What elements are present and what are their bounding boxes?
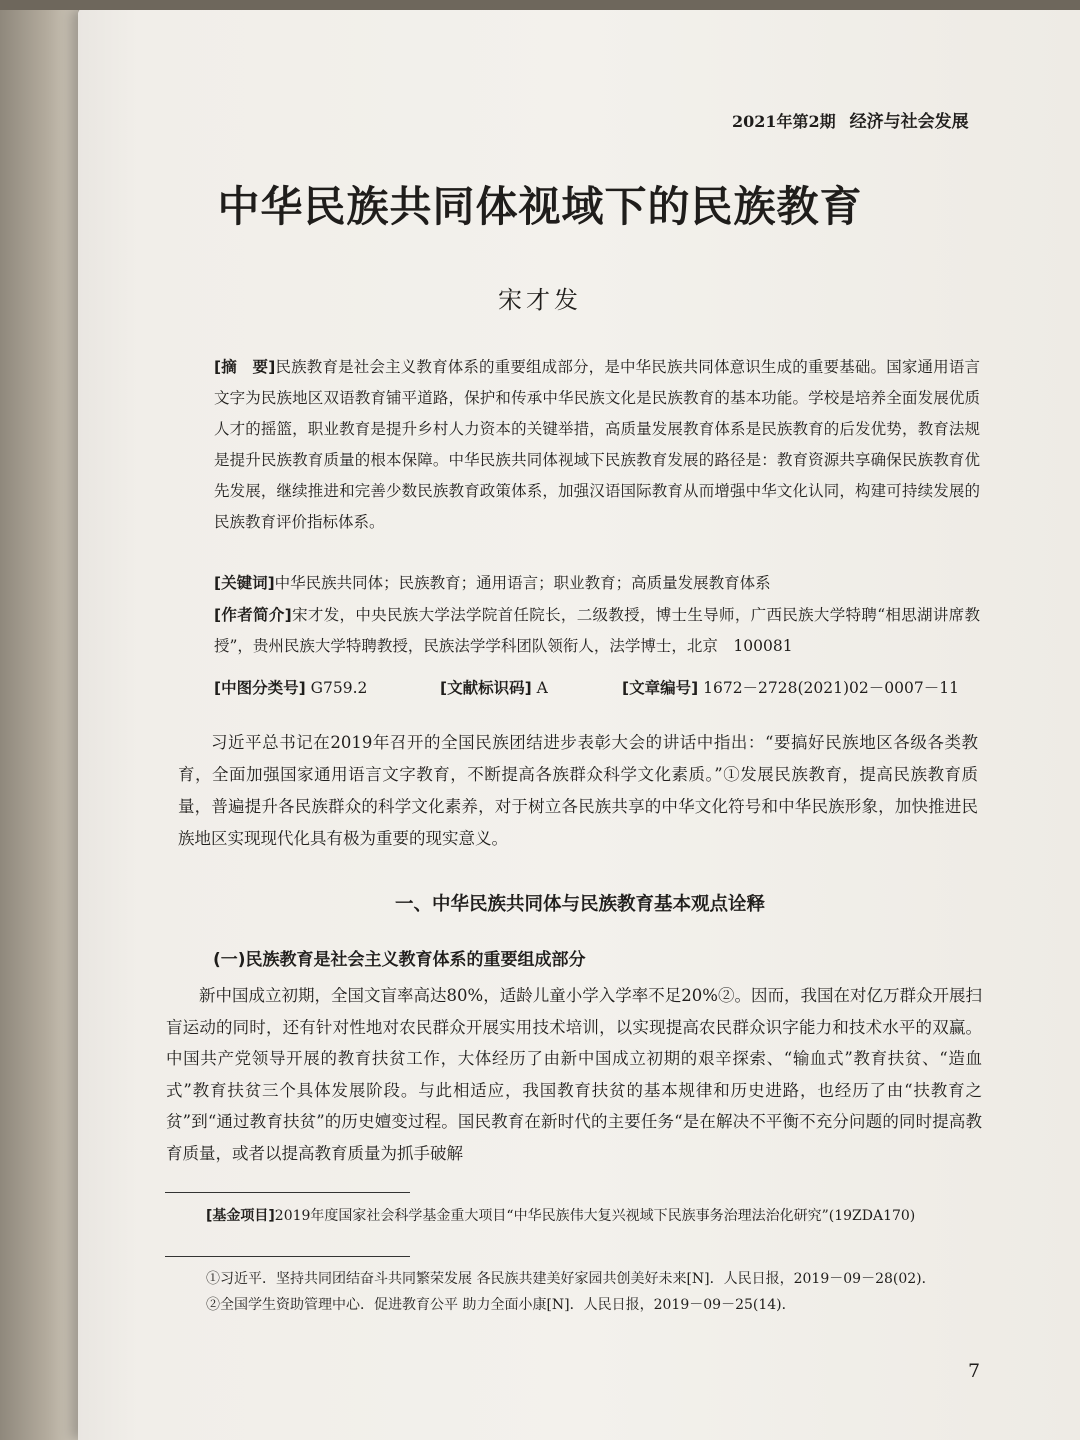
footnote-rule-2 (165, 1256, 410, 1257)
abstract-label: [摘 要] (214, 358, 276, 376)
article-author: 宋才发 (498, 286, 582, 314)
author-bio (214, 600, 980, 662)
doc-label: [文献标识码] (440, 679, 532, 697)
footnote-item: ②全国学生资助管理中心．促进教育公平 助力全面小康[N]．人民日报，2019－09－25(14)． (206, 1297, 796, 1313)
article-code (622, 676, 959, 698)
journal-name: 经济与社会发展 (849, 112, 969, 132)
abstract-text: 民族教育是社会主义教育体系的重要组成部分，是中华民族共同体意识生成的重要基础。国家通用语言文字为民族地区双语教育铺平道路，保护和传承中华民族文化是民族教育的基本功能。学校是培养全面发展优质人才的摇篮，职业教育是提升乡村人力资本的关键举措，高质量发展教育体系是民族教育的后发优势，教育法规是提升民族教育质量的根本保障。中华民族共同体视域下民族教育发展的路径是：教育资源共享确保民族教育优先发展，继续推进和完善少数民族教育政策体系，加强汉语国际教育从而增强中华文化认同，构建可持续发展的民族教育评价指标体系。 (214, 358, 980, 531)
footnote-item: ①习近平．坚持共同团结奋斗共同繁荣发展 各民族共建美好家园共创美好未来[N]．人民日报，2019－09－28(02)． (206, 1271, 936, 1287)
fund-text: 2019年度国家社会科学基金重大项目“中华民族伟大复兴视域下民族事务治理法治化研究”(19ZDA170) (274, 1208, 916, 1224)
clc-code (214, 676, 367, 698)
page-top-edge (0, 0, 1080, 10)
clc-label: [中图分类号] (214, 679, 306, 697)
footnotes (206, 1266, 986, 1318)
issue-label: 2021年第2期 (732, 112, 836, 131)
keywords-label: [关键词] (214, 574, 275, 592)
clc-value: G759.2 (310, 679, 368, 697)
abstract (214, 352, 980, 538)
running-header (732, 107, 969, 132)
author-bio-label: [作者简介] (214, 606, 292, 624)
footnote-rule (165, 1192, 410, 1193)
article-value: 1672－2728(2021)02－0007－11 (703, 679, 959, 697)
section-heading: 一、中华民族共同体与民族教育基本观点诠释 (394, 894, 765, 915)
page-number: 7 (968, 1360, 981, 1382)
subsection-heading: (一)民族教育是社会主义教育体系的重要组成部分 (213, 950, 586, 970)
fund-label: [基金项目] (206, 1208, 275, 1224)
fund-note (206, 1203, 982, 1230)
keywords (214, 568, 980, 599)
body-paragraph: 新中国成立初期，全国文盲率高达80%，适龄儿童小学入学率不足20%②。因而，我国在对亿万群众开展扫盲运动的同时，还有针对性地对农民群众开展实用技术培训，以实现提高农民群众识字能力和技术水平的双赢。中国共产党领导开展的教育扶贫工作，大体经历了由新中国成立初期的艰辛探索、“输血式”教育扶贫、“造血式”教育扶贫三个具体发展阶段。与此相适应，我国教育扶贫的基本规律和历史进路，也经历了由“扶教育之贫”到“通过教育扶贫”的历史嬗变过程。国民教育在新时代的主要任务“是在解决不平衡不充分问题的同时提高教育质量，或者以提高教育质量为抓手破解 (166, 986, 982, 1163)
doc-code (440, 676, 548, 698)
doc-value: A (536, 679, 548, 697)
keywords-text: 中华民族共同体；民族教育；通用语言；职业教育；高质量发展教育体系 (274, 574, 771, 592)
author-bio-text: 宋才发，中央民族大学法学院首任院长，二级教授，博士生导师，广西民族大学特聘“相思湖讲席教授”，贵州民族大学特聘教授，民族法学学科团队领衔人，法学博士，北京 100081 (214, 606, 980, 655)
article-label: [文章编号] (622, 679, 699, 697)
article-title: 中华民族共同体视域下的民族教育 (217, 182, 863, 231)
intro-paragraph: 习近平总书记在2019年召开的全国民族团结进步表彰大会的讲话中指出：“要搞好民族地区各级各类教育，全面加强国家通用语言文字教育，不断提高各族群众科学文化素质。”①发展民族教育，提高民族教育质量，普遍提升各民族群众的科学文化素养，对于树立各民族共享的中华文化符号和中华民族形象，加快推进民族地区实现现代化具有极为重要的现实意义。 (178, 733, 978, 848)
